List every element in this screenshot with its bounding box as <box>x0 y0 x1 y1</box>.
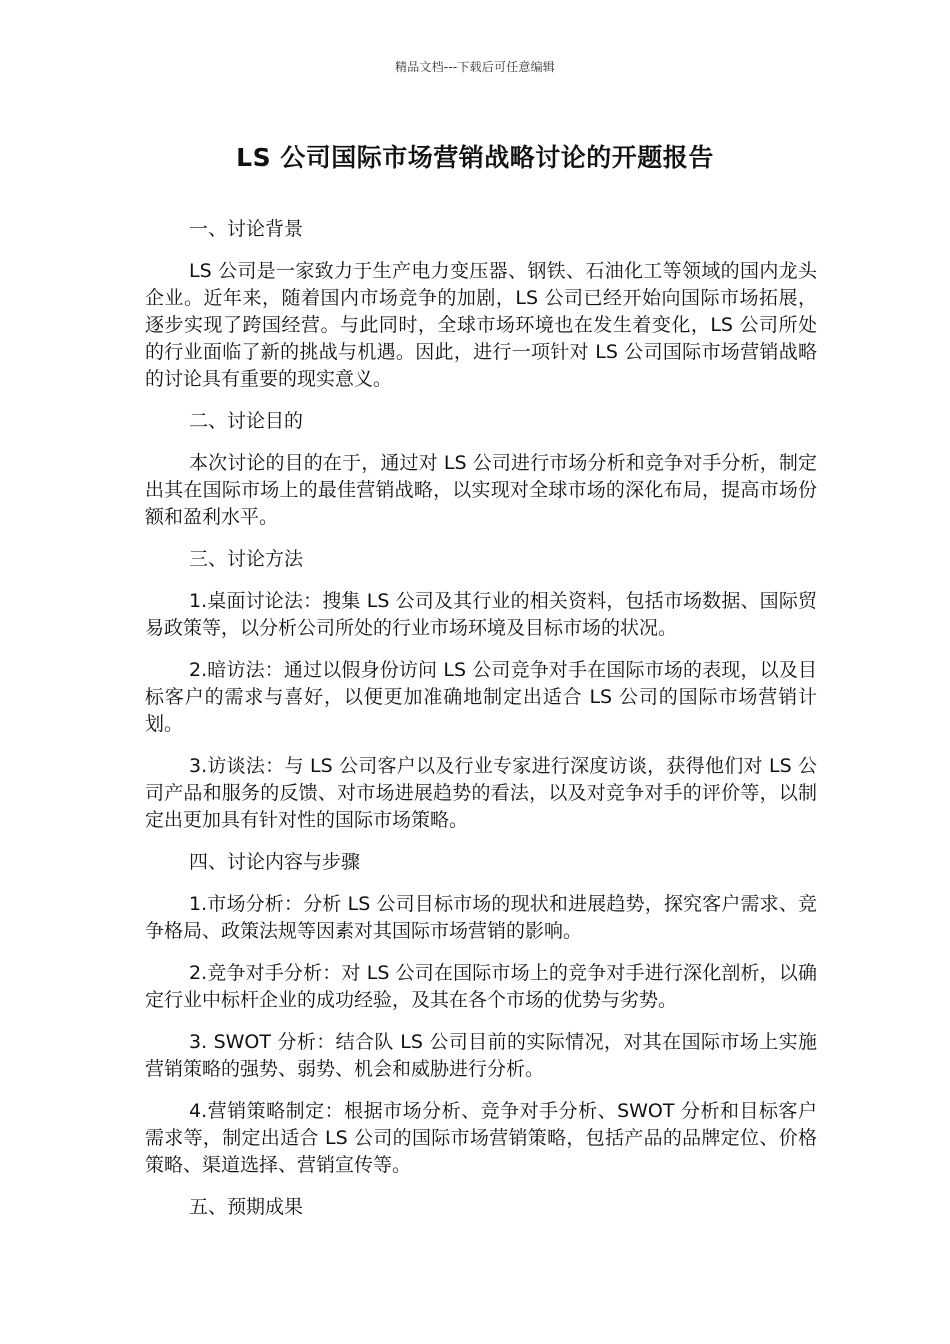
paragraph-method-desk-research: 1.桌面讨论法：搜集 LS 公司及其行业的相关资料，包括市场数据、国际贸易政策等，以分析公司所处的行业市场环境及目标市场的状况。 <box>145 590 817 639</box>
section-heading-methods: 三、讨论方法 <box>189 548 304 570</box>
paragraph-purpose: 本次讨论的目的在于，通过对 LS 公司进行市场分析和竞争对手分析，制定出其在国际市场上的最佳营销战略，以实现对全球市场的深化布局，提高市场份额和盈利水平。 <box>145 452 817 528</box>
section-heading-background: 一、讨论背景 <box>189 218 304 240</box>
document-body <box>145 216 817 1236</box>
paragraph-step-competitor-analysis: 2.竞争对手分析：对 LS 公司在国际市场上的竞争对手进行深化剖析，以确定行业中标杆企业的成功经验，及其在各个市场的优势与劣势。 <box>145 962 817 1011</box>
document-title: LS 公司国际市场营销战略讨论的开题报告 <box>236 143 714 172</box>
paragraph-step-market-analysis: 1.市场分析：分析 LS 公司目标市场的现状和进展趋势，探究客户需求、竞争格局、政策法规等因素对其国际市场营销的影响。 <box>145 893 817 942</box>
paragraph-step-strategy-formulation: 4.营销策略制定：根据市场分析、竞争对手分析、SWOT 分析和目标客户需求等，制定出适合 LS 公司的国际市场营销策略，包括产品的品牌定位、价格策略、渠道选择、营销宣传等。 <box>145 1100 817 1176</box>
paragraph-method-mystery-visit: 2.暗访法：通过以假身份访问 LS 公司竞争对手在国际市场的表现，以及目标客户的需求与喜好，以便更加准确地制定出适合 LS 公司的国际市场营销计划。 <box>145 659 817 735</box>
paragraph-step-swot-analysis: 3. SWOT 分析：结合队 LS 公司目前的实际情况，对其在国际市场上实施营销策略的强势、弱势、机会和威胁进行分析。 <box>145 1031 817 1080</box>
section-heading-purpose: 二、讨论目的 <box>189 410 304 432</box>
section-heading-content-steps: 四、讨论内容与步骤 <box>189 851 361 873</box>
paragraph-method-interview: 3.访谈法：与 LS 公司客户以及行业专家进行深度访谈，获得他们对 LS 公司产品和服务的反馈、对市场进展趋势的看法，以及对竞争对手的评价等，以制定出更加具有针对性的国际市场策略。 <box>145 755 817 831</box>
section-heading-expected-results: 五、预期成果 <box>189 1196 304 1218</box>
header-note: 精品文档---下载后可任意编辑 <box>395 60 555 74</box>
paragraph-background: LS 公司是一家致力于生产电力变压器、钢铁、石油化工等领域的国内龙头企业。近年来，随着国内市场竞争的加剧，LS 公司已经开始向国际市场拓展，逐步实现了跨国经营。与此同时，全球市场环境也在发生着变化，LS 公司所处的行业面临了新的挑战与机遇。因此，进行一项针对 LS 公司国际市场营销战略的讨论具有重要的现实意义。 <box>145 260 817 390</box>
